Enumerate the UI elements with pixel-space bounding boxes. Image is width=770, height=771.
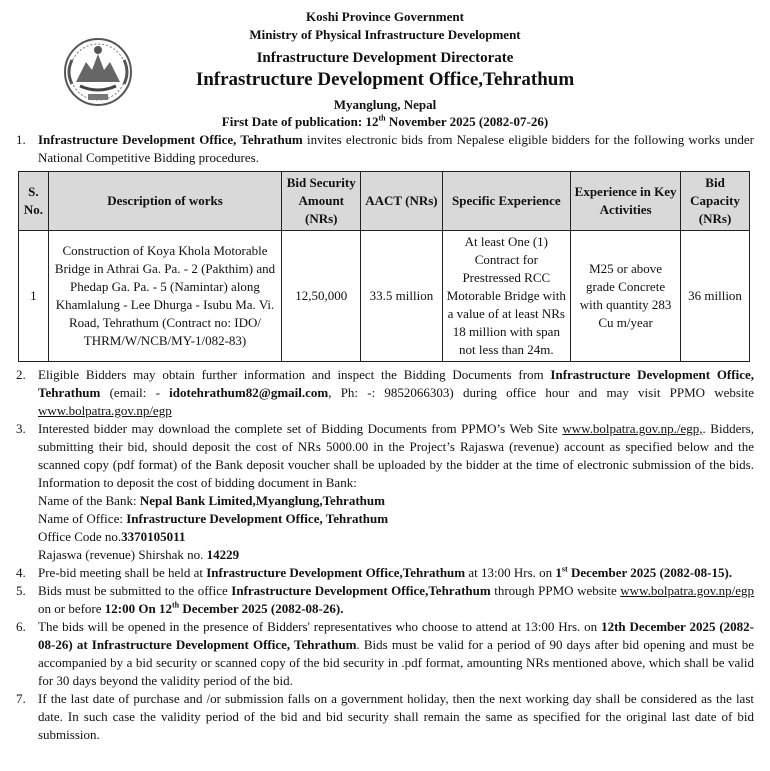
col-header-description: Description of works [48,172,281,231]
clause-number: 3. [16,421,26,436]
clause-6: 6. The bids will be opened in the presence of Bidders' representatives who choose to attend at 13:00 Hrs. on 12th December 2025 (2082-08-26) at Infrastructure Development Office, Tehrathum. Bids must be valid for a period of 90 days after bid opening and must be accompanied by a bid security or scanned copy of the bid security in .pdf format, amounting NRs mentioned above, which shall be valid for 30 days beyond the validity period of the bid. [16,619,755,688]
table-row [19,231,750,362]
office-title: Infrastructure Development Office,Tehrathum [195,69,575,90]
clause-number: 6. [16,619,26,634]
clause-2: 2. Eligible Bidders may obtain further information and inspect the Bidding Documents from Infrastructure Development Office, Tehrathum (email: - idotehrathum82@gmail.com, Ph: -: 9852066303) during office hour and may visit PPMO website www.bolpatra.gov.np/egp [16,367,754,418]
clause-number: 2. [16,367,26,382]
col-header-specific-experience: Specific Experience [442,172,571,231]
col-header-bid-security: Bid Security Amount (NRs) [282,172,361,231]
office-code-line: Office Code no.3370105011 [38,529,186,544]
clause-5: 5. Bids must be submitted to the office Infrastructure Development Office,Tehrathum through PPMO website www.bolpatra.gov.np/egp on or before 12:00 On 12th December 2025 (2082-08-26). [16,583,754,616]
ppmo-link[interactable]: www.bolpatra.gov.np./egp, [562,421,703,436]
cell-sno: 1 [19,231,49,362]
office-location: Myanglung, Nepal [333,97,437,112]
clause-1: 1. Infrastructure Development Office, Tehrathum invites electronic bids from Nepalese eligible bidders for the following works under National Competitive Bidding procedures. [16,132,754,165]
col-header-bid-capacity: Bid Capacity (NRs) [681,172,750,231]
govt-name: Koshi Province Government [306,9,464,24]
ppmo-link[interactable]: www.bolpatra.gov.np/egp [38,403,172,418]
clause-number: 7. [16,691,26,706]
col-header-key-activities: Experience in Key Activities [571,172,681,231]
cell-key-activities: M25 or above grade Concrete with quantity 283 Cu m/year [571,231,681,362]
col-header-aact: AACT (NRs) [361,172,442,231]
col-header-sno: S. No. [19,172,49,231]
cell-specific-experience: At least One (1) Contract for Prestressed RCC Motorable Bridge with a value of at least NRs 18 million with span not less than 24m. [442,231,571,362]
clause-3: 3. Interested bidder may download the complete set of Bidding Documents from PPMO’s Web Site www.bolpatra.gov.np./egp,. Bidders, submitting their bid, should deposit the cost of NRs 5000.00 in the Project’s Rajaswa (revenue) account as specified below and the scanned copy (pdf format) of the Bank deposit voucher shall be uploaded by the bidder at the time of electronic submission of the bids. Information to deposit the cost of bidding document in Bank: [16,421,754,490]
nepal-emblem-icon [58,36,138,108]
cell-bid-capacity: 36 million [681,231,750,362]
cell-aact: 33.5 million [361,231,442,362]
table-header-row [19,172,750,231]
ministry-name: Ministry of Physical Infrastructure Development [249,27,521,42]
bank-name-line: Name of the Bank: Nepal Bank Limited,Myanglung,Tehrathum [38,493,385,508]
publication-date: First Date of publication: 12th November 2025 (2082-07-26) [221,113,549,129]
ppmo-link[interactable]: www.bolpatra.gov.np/egp [620,583,754,598]
directorate-name: Infrastructure Development Directorate [256,50,514,66]
clause-4: 4. Pre-bid meeting shall be held at Infrastructure Development Office,Tehrathum at 13:00 Hrs. on 1st December 2025 (2082-08-15). [16,564,733,580]
clause-number: 5. [16,583,26,598]
cell-description: Construction of Koya Khola Motorable Bridge in Athrai Ga. Pa. - 2 (Pakthim) and Phedap Ga. Pa. - 5 (Namintar) along Khamlalung - Lee Dhurga - Isubu Ma. Vi. Road, Tehrathum (Contract no: IDO/ THRM/W/NCB/MY-1/082-83) [48,231,281,362]
clause-number: 1. [16,132,26,147]
clause-7: 7. If the last date of purchase and /or submission falls on a government holiday, then the next working day shall be considered as the last date. In such case the validity period of the bid and bid security shall remain the same as specified for the original last date of bid submission. [16,691,754,742]
contact-email: idotehrathum82@gmail.com [169,385,329,400]
clause-number: 4. [16,565,26,580]
cell-bid-security: 12,50,000 [282,231,361,362]
works-table [18,171,750,362]
office-name-line: Name of Office: Infrastructure Development Office, Tehrathum [38,511,389,526]
revenue-line: Rajaswa (revenue) Shirshak no. 14229 [38,547,240,562]
